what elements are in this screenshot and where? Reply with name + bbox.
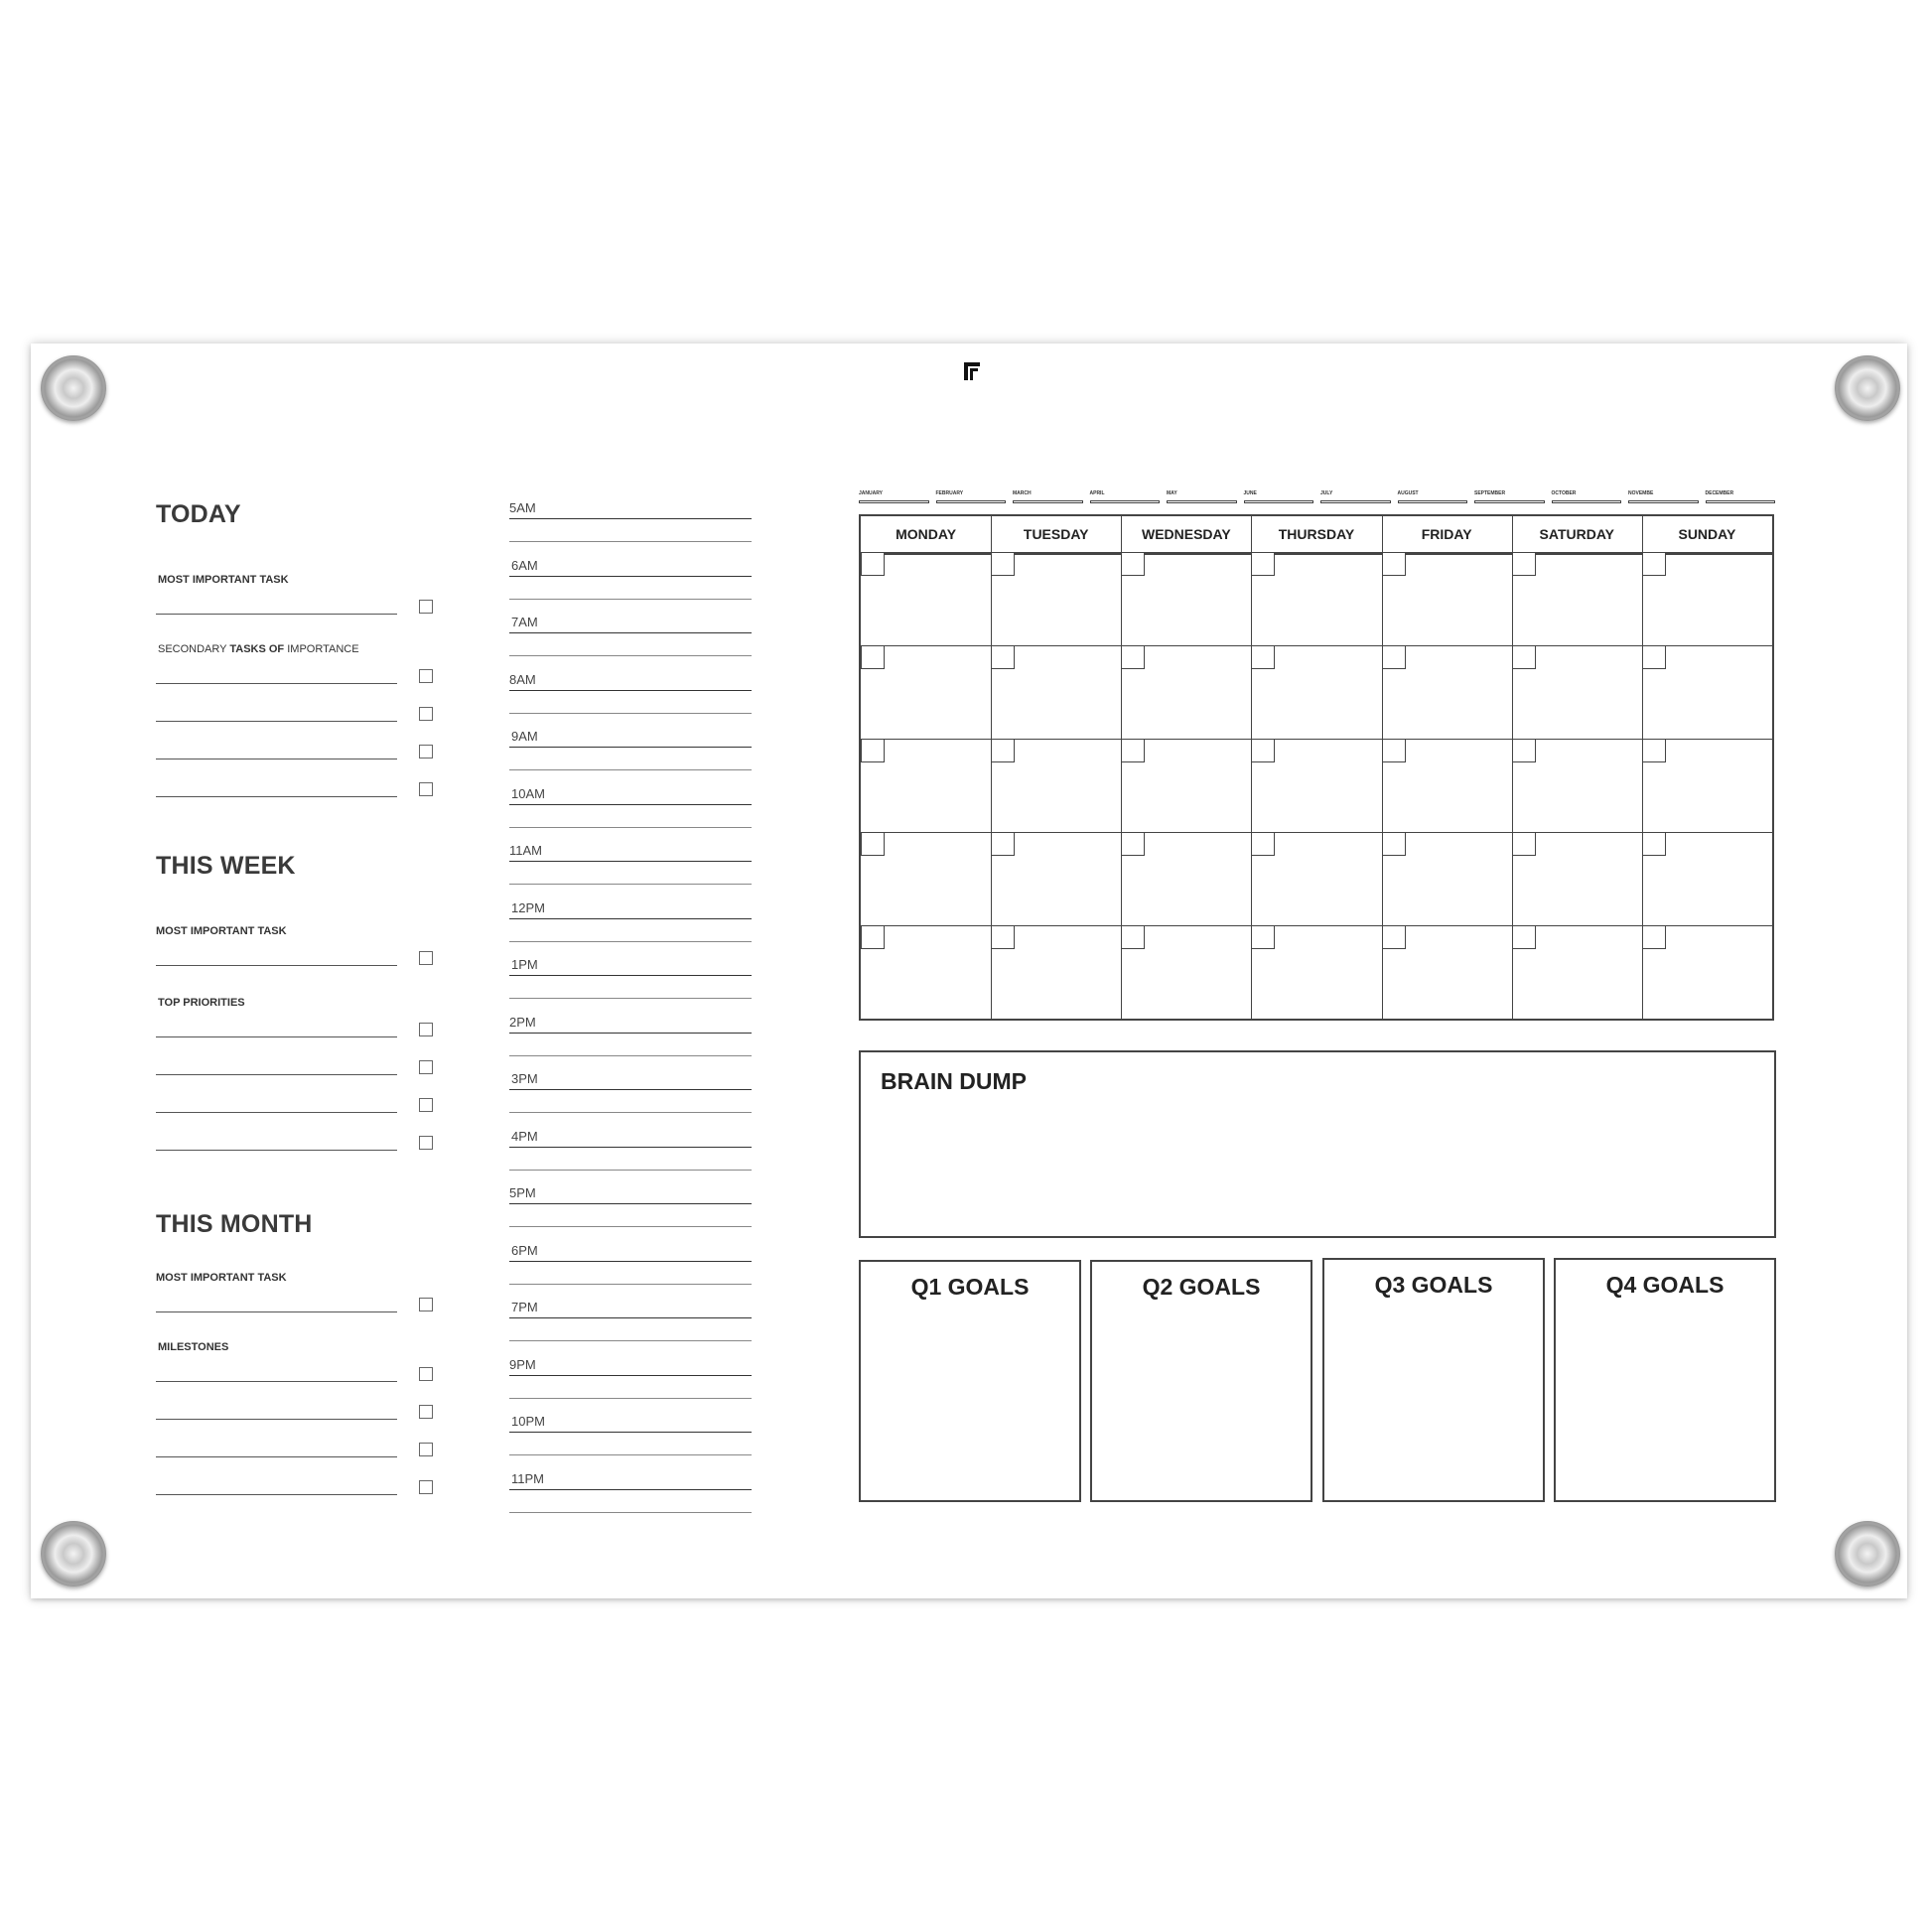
date-number-box[interactable]: [1251, 925, 1275, 949]
month-label: MARCH: [1013, 490, 1032, 496]
half-hour-line[interactable]: [509, 655, 752, 656]
calendar-day-cell[interactable]: [1642, 552, 1772, 645]
time-write-line[interactable]: [509, 1375, 752, 1376]
time-label: 11AM: [509, 843, 542, 858]
date-number-box[interactable]: [991, 739, 1015, 762]
month-tracker-bar[interactable]: [1244, 500, 1314, 503]
month-tracker-bar[interactable]: [859, 500, 929, 503]
calendar-day-cell[interactable]: [1642, 832, 1772, 925]
date-number-box[interactable]: [1251, 739, 1275, 762]
today-secondary-label: SECONDARY TASKS OF IMPORTANCE: [158, 643, 359, 655]
month-most-important-checkbox[interactable]: [419, 1298, 433, 1311]
month-label: MAY: [1167, 490, 1177, 496]
month-label: APRIL: [1089, 490, 1105, 496]
half-hour-line[interactable]: [509, 1112, 752, 1113]
today-secondary-line[interactable]: [156, 683, 397, 684]
time-label: 12PM: [511, 899, 545, 915]
date-number-box[interactable]: [1251, 552, 1275, 576]
week-top-priorities-label: TOP PRIORITIES: [158, 997, 245, 1009]
time-label: 7PM: [511, 1300, 538, 1314]
time-label: 3PM: [511, 1071, 538, 1086]
week-priority-checkbox[interactable]: [419, 1060, 433, 1074]
time-label: 10AM: [511, 785, 545, 801]
month-milestone-checkbox[interactable]: [419, 1443, 433, 1456]
time-write-line[interactable]: [509, 1489, 752, 1490]
half-hour-line[interactable]: [509, 1284, 752, 1285]
time-label: 5PM: [509, 1185, 536, 1200]
calendar-day-cell[interactable]: [1251, 552, 1381, 645]
time-label: 5AM: [509, 500, 536, 515]
month-most-important-label: MOST IMPORTANT TASK: [156, 1272, 287, 1284]
time-label: 4PM: [511, 1128, 538, 1144]
schedule-row[interactable]: [509, 1414, 758, 1470]
time-write-line[interactable]: [509, 747, 752, 748]
date-number-box[interactable]: [1121, 552, 1145, 576]
goal-panel-q2[interactable]: [1090, 1260, 1312, 1502]
calendar-day-cell[interactable]: [861, 645, 991, 739]
time-write-line[interactable]: [509, 861, 752, 862]
today-most-important-checkbox[interactable]: [419, 600, 433, 614]
date-number-box[interactable]: [861, 925, 885, 949]
goal-panel-q1[interactable]: [859, 1260, 1081, 1502]
schedule-row[interactable]: [509, 1071, 758, 1128]
date-number-box[interactable]: [1382, 739, 1406, 762]
standoff-bolt-bottom-right-icon: [1835, 1521, 1900, 1587]
goal-title: Q1 GOALS: [910, 1274, 1030, 1300]
schedule-row[interactable]: [509, 1185, 758, 1242]
half-hour-line[interactable]: [509, 599, 752, 600]
time-write-line[interactable]: [509, 1432, 752, 1433]
date-number-box[interactable]: [1642, 645, 1666, 669]
date-number-box[interactable]: [1121, 832, 1145, 856]
date-number-box[interactable]: [861, 832, 885, 856]
month-milestone-line[interactable]: [156, 1381, 397, 1382]
calendar-day-cell[interactable]: [1251, 645, 1381, 739]
calendar-day-cell[interactable]: [1512, 552, 1642, 645]
date-number-box[interactable]: [1512, 552, 1536, 576]
date-number-box[interactable]: [1642, 739, 1666, 762]
schedule-row[interactable]: [509, 615, 758, 671]
standoff-bolt-bottom-left-icon: [41, 1521, 106, 1587]
week-priority-checkbox[interactable]: [419, 1023, 433, 1036]
today-most-important-line[interactable]: [156, 614, 397, 615]
time-label: 8AM: [509, 671, 536, 687]
day-header: SUNDAY: [1678, 526, 1736, 542]
standoff-bolt-top-right-icon: [1835, 355, 1900, 421]
standoff-bolt-top-left-icon: [41, 355, 106, 421]
date-number-box[interactable]: [861, 645, 885, 669]
half-hour-line[interactable]: [509, 941, 752, 942]
date-number-box[interactable]: [991, 832, 1015, 856]
today-secondary-checkbox[interactable]: [419, 707, 433, 721]
planner-board: [31, 344, 1907, 1598]
month-label: SEPTEMBER: [1474, 490, 1506, 496]
calendar-day-cell[interactable]: [991, 739, 1121, 832]
calendar-day-cell[interactable]: [1642, 739, 1772, 832]
date-number-box[interactable]: [1121, 645, 1145, 669]
schedule-row[interactable]: [509, 1357, 758, 1414]
calendar-day-cell[interactable]: [1512, 832, 1642, 925]
brain-dump-panel[interactable]: [859, 1050, 1776, 1238]
date-number-box[interactable]: [1512, 739, 1536, 762]
half-hour-line[interactable]: [509, 1340, 752, 1341]
schedule-row[interactable]: [509, 900, 758, 957]
goal-title: Q4 GOALS: [1605, 1272, 1725, 1298]
schedule-row[interactable]: [509, 1243, 758, 1300]
calendar-day-cell[interactable]: [1121, 645, 1251, 739]
half-hour-line[interactable]: [509, 884, 752, 885]
schedule-row[interactable]: [509, 1015, 758, 1071]
calendar-day-cell[interactable]: [1121, 925, 1251, 1019]
day-header: SATURDAY: [1539, 526, 1614, 542]
month-tracker-bar[interactable]: [1167, 500, 1237, 503]
calendar-day-cell[interactable]: [991, 925, 1121, 1019]
calendar-day-cell[interactable]: [1382, 645, 1512, 739]
month-tracker-bar[interactable]: [1552, 500, 1622, 503]
half-hour-line[interactable]: [509, 1055, 752, 1056]
month-milestone-checkbox[interactable]: [419, 1367, 433, 1381]
half-hour-line[interactable]: [509, 1226, 752, 1227]
half-hour-line[interactable]: [509, 1454, 752, 1455]
date-number-box[interactable]: [1251, 645, 1275, 669]
goal-panel-q4[interactable]: [1554, 1258, 1776, 1502]
calendar-day-cell[interactable]: [1512, 739, 1642, 832]
time-write-line[interactable]: [509, 1317, 752, 1318]
week-priority-line[interactable]: [156, 1150, 397, 1151]
time-label: 9AM: [511, 729, 538, 744]
month-label: JANUARY: [859, 490, 883, 496]
today-secondary-line[interactable]: [156, 721, 397, 722]
today-secondary-checkbox[interactable]: [419, 669, 433, 683]
week-priority-checkbox[interactable]: [419, 1098, 433, 1112]
time-write-line[interactable]: [509, 518, 752, 519]
day-header: MONDAY: [896, 526, 957, 542]
month-tracker-bar[interactable]: [1474, 500, 1545, 503]
time-label: 2PM: [509, 1014, 536, 1030]
time-write-line[interactable]: [509, 804, 752, 805]
date-number-box[interactable]: [861, 739, 885, 762]
calendar-day-cell[interactable]: [1382, 739, 1512, 832]
day-header: FRIDAY: [1421, 526, 1472, 542]
date-number-box[interactable]: [1121, 925, 1145, 949]
calendar-day-cell[interactable]: [1121, 552, 1251, 645]
week-priority-line[interactable]: [156, 1036, 397, 1037]
today-secondary-checkbox[interactable]: [419, 745, 433, 759]
month-milestones-label: MILESTONES: [158, 1341, 229, 1353]
month-tracker-bar[interactable]: [1398, 500, 1468, 503]
half-hour-line[interactable]: [509, 1170, 752, 1171]
date-number-box[interactable]: [1642, 925, 1666, 949]
calendar-day-cell[interactable]: [861, 925, 991, 1019]
calendar-day-cell[interactable]: [1121, 739, 1251, 832]
time-label: 6PM: [511, 1242, 538, 1258]
date-number-box[interactable]: [1382, 925, 1406, 949]
schedule-row[interactable]: [509, 957, 758, 1014]
time-label: 10PM: [511, 1414, 545, 1429]
day-header: THURSDAY: [1278, 526, 1355, 542]
calendar-day-cell[interactable]: [1251, 739, 1381, 832]
week-most-important-checkbox[interactable]: [419, 951, 433, 965]
month-tracker-bar[interactable]: [1706, 500, 1776, 503]
week-most-important-label: MOST IMPORTANT TASK: [156, 925, 287, 937]
time-write-line[interactable]: [509, 1089, 752, 1090]
time-write-line[interactable]: [509, 1261, 752, 1262]
date-number-box[interactable]: [1121, 739, 1145, 762]
date-number-box[interactable]: [991, 925, 1015, 949]
schedule-row[interactable]: [509, 1471, 758, 1528]
date-number-box[interactable]: [1512, 832, 1536, 856]
time-write-line[interactable]: [509, 576, 752, 577]
date-number-box[interactable]: [1642, 832, 1666, 856]
month-tracker-bar[interactable]: [1628, 500, 1699, 503]
calendar-day-cell[interactable]: [1382, 552, 1512, 645]
time-write-line[interactable]: [509, 1147, 752, 1148]
schedule-row[interactable]: [509, 672, 758, 729]
date-number-box[interactable]: [1512, 925, 1536, 949]
week-priority-line[interactable]: [156, 1074, 397, 1075]
calendar-day-cell[interactable]: [1512, 925, 1642, 1019]
time-write-line[interactable]: [509, 1033, 752, 1034]
time-write-line[interactable]: [509, 975, 752, 976]
today-secondary-line[interactable]: [156, 796, 397, 797]
time-label: 11PM: [511, 1470, 544, 1486]
date-number-box[interactable]: [1382, 645, 1406, 669]
month-tracker-bar[interactable]: [936, 500, 1007, 503]
half-hour-line[interactable]: [509, 713, 752, 714]
calendar-day-cell[interactable]: [1642, 645, 1772, 739]
brain-dump-title: BRAIN DUMP: [881, 1068, 1027, 1094]
month-label: JULY: [1320, 490, 1333, 496]
month-label: DECEMBER: [1705, 490, 1734, 496]
date-number-box[interactable]: [991, 645, 1015, 669]
monthly-calendar-grid: [859, 514, 1774, 1021]
calendar-day-cell[interactable]: [1382, 925, 1512, 1019]
week-priority-checkbox[interactable]: [419, 1136, 433, 1150]
half-hour-line[interactable]: [509, 998, 752, 999]
schedule-row[interactable]: [509, 729, 758, 785]
half-hour-line[interactable]: [509, 827, 752, 828]
day-header: WEDNESDAY: [1141, 526, 1231, 542]
month-label: FEBRUARY: [935, 490, 964, 496]
brand-logo-icon: [963, 361, 981, 381]
schedule-row[interactable]: [509, 500, 758, 557]
today-most-important-label: MOST IMPORTANT TASK: [158, 574, 289, 586]
this-month-title: THIS MONTH: [156, 1210, 313, 1238]
schedule-row[interactable]: [509, 1129, 758, 1185]
calendar-day-cell[interactable]: [861, 552, 991, 645]
date-number-box[interactable]: [1382, 552, 1406, 576]
month-label: NOVEMBE: [1628, 490, 1654, 496]
calendar-day-cell[interactable]: [991, 645, 1121, 739]
month-tracker: [859, 490, 1782, 506]
calendar-day-cell[interactable]: [991, 552, 1121, 645]
this-week-title: THIS WEEK: [156, 852, 296, 880]
month-label: JUNE: [1243, 490, 1257, 496]
month-milestone-line[interactable]: [156, 1456, 397, 1457]
week-most-important-line[interactable]: [156, 965, 397, 966]
time-write-line[interactable]: [509, 690, 752, 691]
time-label: 7AM: [511, 615, 538, 629]
month-milestone-line[interactable]: [156, 1419, 397, 1420]
goal-title: Q3 GOALS: [1374, 1272, 1493, 1298]
month-tracker-bar[interactable]: [1320, 500, 1391, 503]
month-milestone-checkbox[interactable]: [419, 1405, 433, 1419]
goal-title: Q2 GOALS: [1142, 1274, 1261, 1300]
calendar-day-cell[interactable]: [991, 832, 1121, 925]
month-tracker-bar[interactable]: [1090, 500, 1161, 503]
date-number-box[interactable]: [861, 552, 885, 576]
today-secondary-checkbox[interactable]: [419, 782, 433, 796]
time-write-line[interactable]: [509, 1203, 752, 1204]
month-label: AUGUST: [1397, 490, 1419, 496]
date-number-box[interactable]: [1382, 832, 1406, 856]
schedule-row[interactable]: [509, 1300, 758, 1356]
calendar-day-cell[interactable]: [1121, 832, 1251, 925]
half-hour-line[interactable]: [509, 541, 752, 542]
date-number-box[interactable]: [991, 552, 1015, 576]
time-label: 9PM: [509, 1356, 536, 1372]
calendar-day-cell[interactable]: [861, 739, 991, 832]
time-label: 6AM: [511, 557, 538, 573]
calendar-day-cell[interactable]: [1512, 645, 1642, 739]
schedule-row[interactable]: [509, 558, 758, 615]
half-hour-line[interactable]: [509, 1512, 752, 1513]
time-write-line[interactable]: [509, 632, 752, 633]
half-hour-line[interactable]: [509, 769, 752, 770]
date-number-box[interactable]: [1251, 832, 1275, 856]
date-number-box[interactable]: [1642, 552, 1666, 576]
hourly-schedule: [509, 500, 758, 1493]
date-number-box[interactable]: [1512, 645, 1536, 669]
calendar-day-cell[interactable]: [1251, 925, 1381, 1019]
month-milestone-checkbox[interactable]: [419, 1480, 433, 1494]
month-label: OCTOBER: [1551, 490, 1577, 496]
calendar-day-cell[interactable]: [1642, 925, 1772, 1019]
week-priority-line[interactable]: [156, 1112, 397, 1113]
half-hour-line[interactable]: [509, 1398, 752, 1399]
time-write-line[interactable]: [509, 918, 752, 919]
month-most-important-line[interactable]: [156, 1311, 397, 1312]
month-tracker-bar[interactable]: [1013, 500, 1083, 503]
today-title: TODAY: [156, 500, 241, 528]
goal-panel-q3[interactable]: [1322, 1258, 1545, 1502]
schedule-row[interactable]: [509, 843, 758, 899]
day-header: TUESDAY: [1023, 526, 1089, 542]
schedule-row[interactable]: [509, 786, 758, 843]
calendar-day-cell[interactable]: [1382, 832, 1512, 925]
time-label: 1PM: [511, 957, 538, 972]
calendar-day-cell[interactable]: [1251, 832, 1381, 925]
calendar-day-cell[interactable]: [861, 832, 991, 925]
month-milestone-line[interactable]: [156, 1494, 397, 1495]
